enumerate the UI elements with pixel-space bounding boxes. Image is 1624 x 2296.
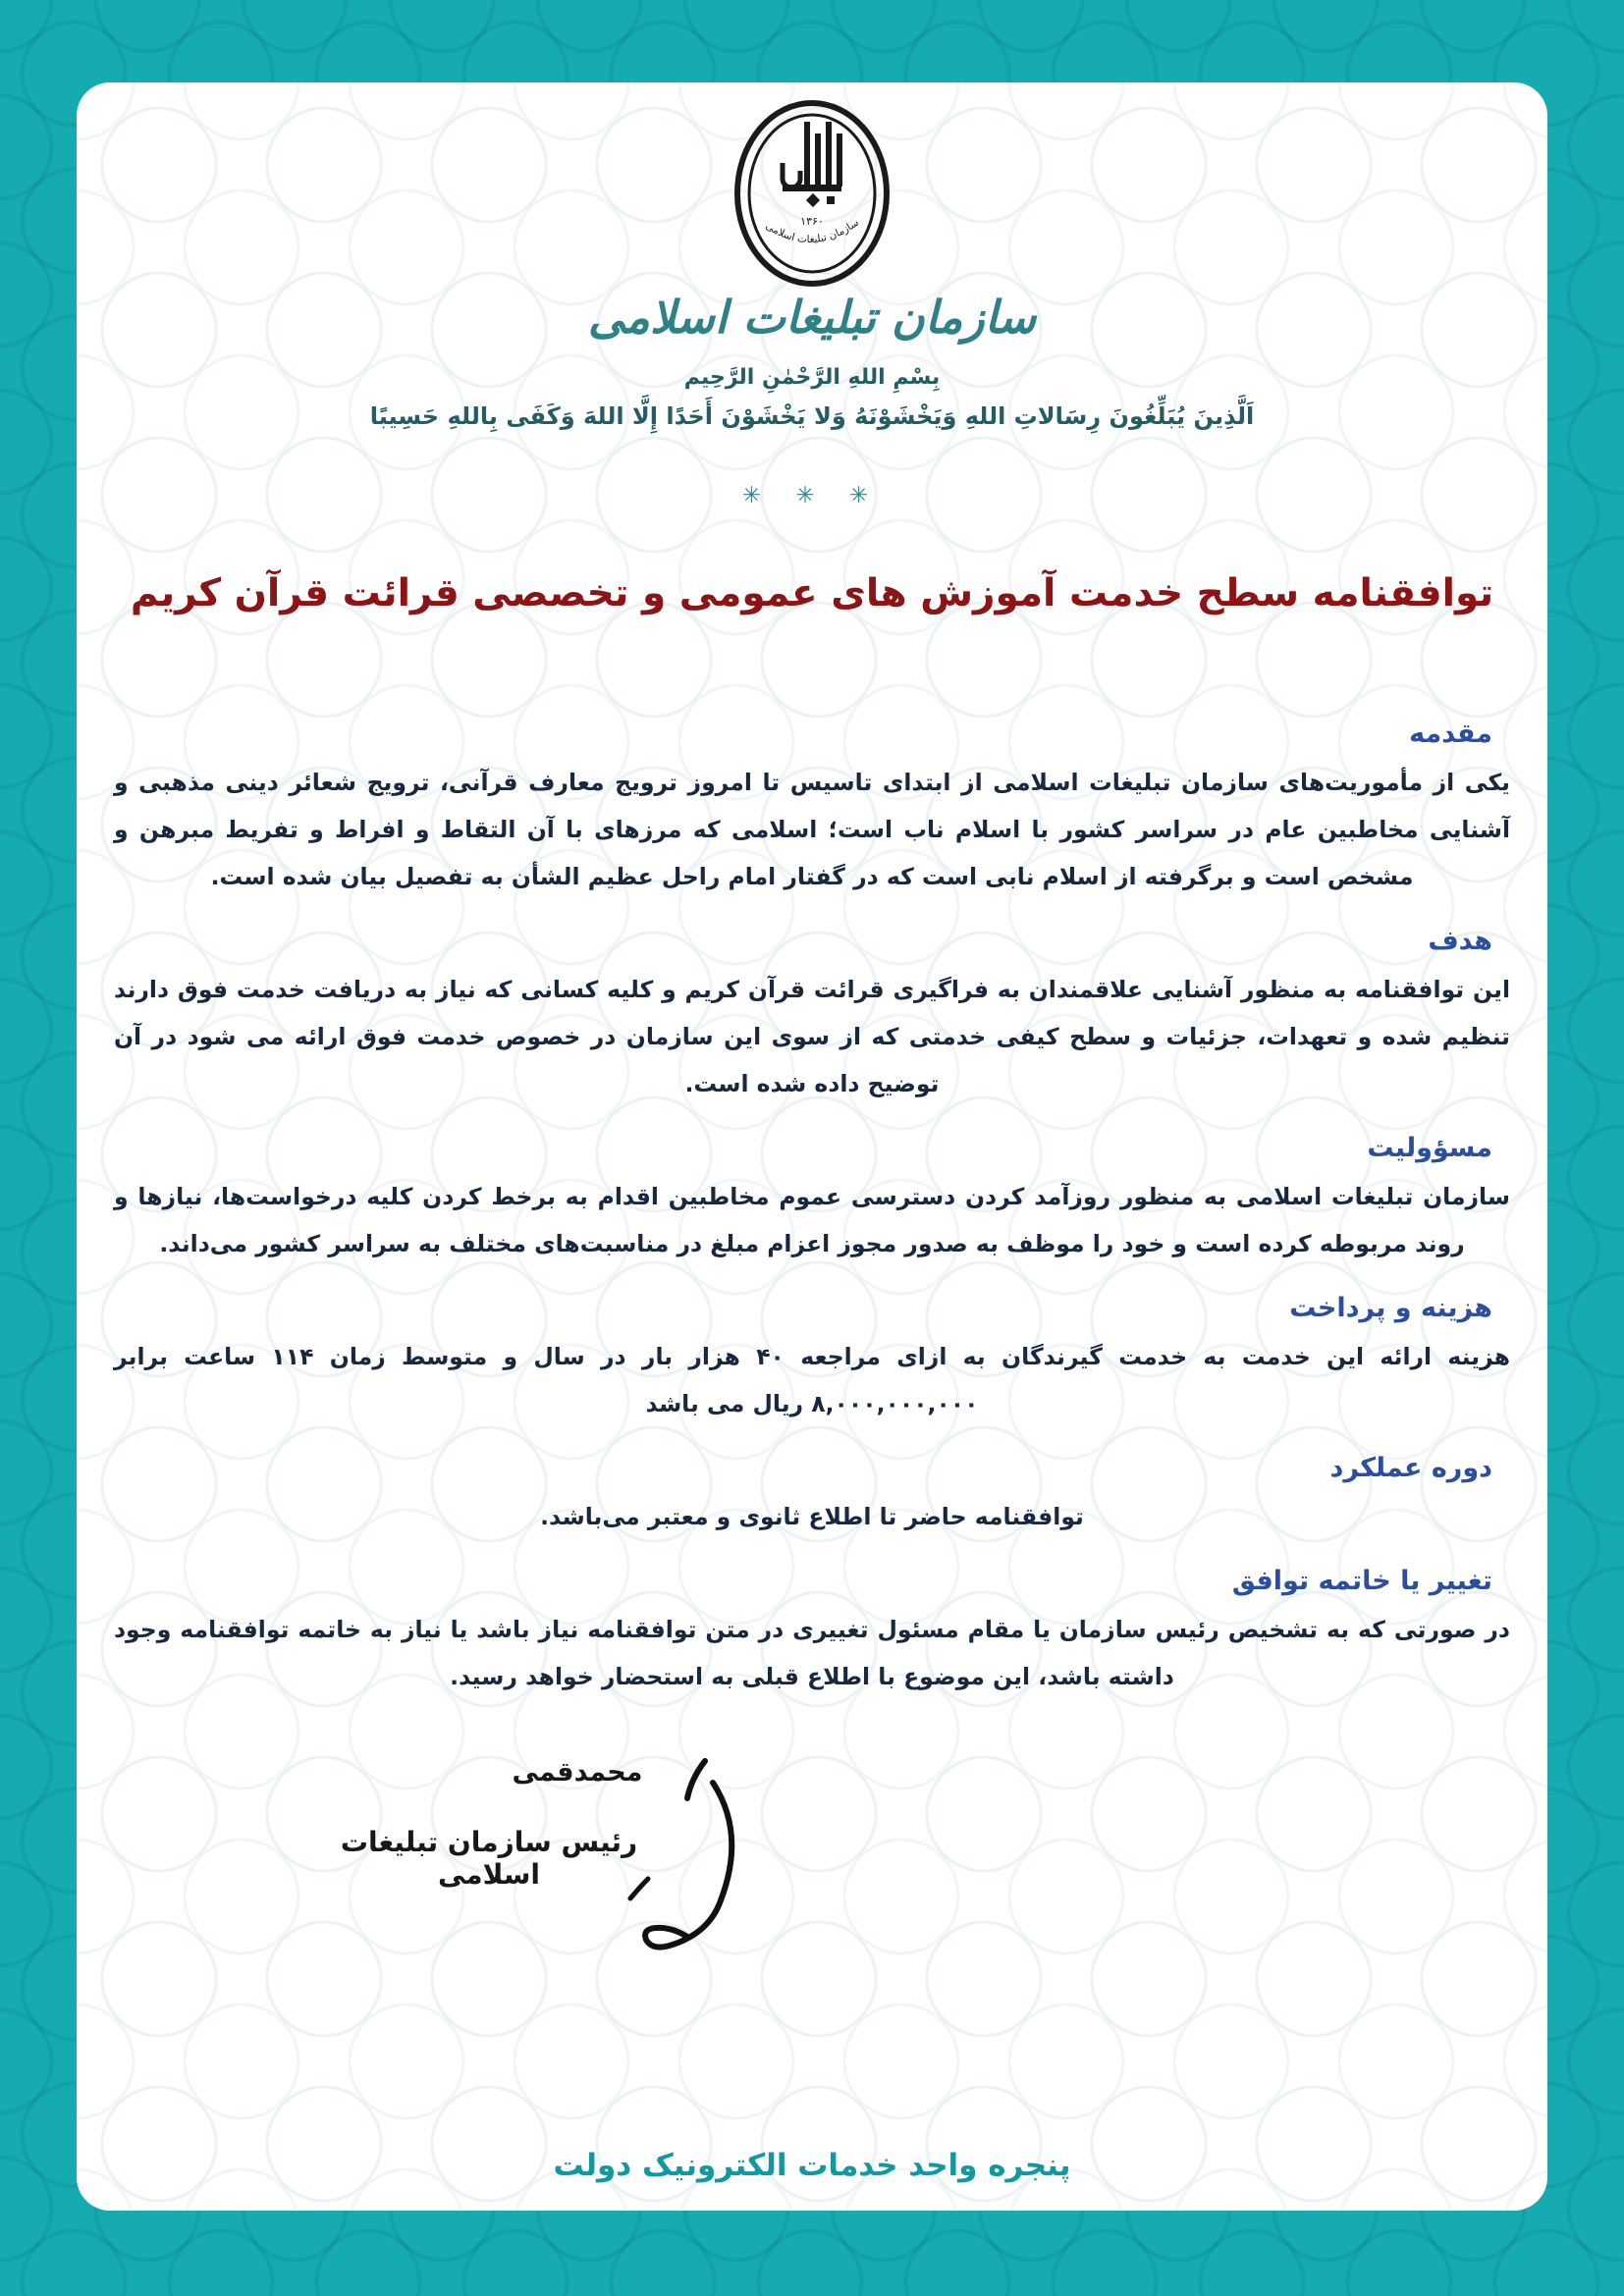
organization-logo <box>726 100 898 283</box>
footer-slogan: پنجره واحد خدمات الکترونیک دولت <box>553 2148 1071 2183</box>
allah-kufic-mark <box>783 122 842 207</box>
signatory-name: محمدقمی <box>512 1757 643 1788</box>
section-heading: دوره عملکرد <box>1329 1453 1492 1483</box>
section-paragraph: سازمان تبلیغات اسلامی به منظور روزآمد کردن دسترسی عموم مخاطبین اقدام به برخط کردن کلیه درخواست‌ها، نیازها و روند مربوطه کرده است و خود را موظف به صدور مجوز اعزام مبلغ در مناسبت‌های مختلف به سراسر کشور می‌داند. <box>114 1183 1510 1257</box>
section-heading: هدف <box>1428 926 1492 956</box>
section-hadaf <box>114 926 1510 1107</box>
section-paragraph: یکی از مأموریت‌های سازمان تبلیغات اسلامی از ابتدای تاسیس تا امروز ترویج معارف قرآنی، ترویج شعائر دینی مذهبی و آشنایی مخاطبین عام در سراسر کشور با اسلام ناب است؛ اسلامی که مرزهای با آن التقاط و افراط و تفریط مبرهن و مشخص است و برگرفته از اسلام نابی است که در گفتار امام راحل عظیم الشأن به تفصیل بیان شده است. <box>114 769 1510 890</box>
section-paragraph: توافقنامه حاضر تا اطلاع ثانوی و معتبر می‌باشد. <box>540 1503 1084 1530</box>
section-heading: مسؤولیت <box>1367 1133 1492 1163</box>
section-taghir-khatemeh <box>114 1566 1510 1700</box>
section-paragraph: این توافقنامه به منظور آشنایی علاقمندان به فراگیری قرائت قرآن کریم و کلیه کسانی که نیاز به دریافت خدمت فوق دارند تنظیم شده و تعهدات، جزئیات و سطح کیفی خدمتی که از سوی این سازمان در خصوص خدمت فوق ارائه می شود در آن توضیح داده شده است. <box>114 976 1510 1097</box>
signature-icon <box>587 1743 793 2018</box>
section-heading: مقدمه <box>1409 719 1492 749</box>
section-heading: تغییر یا خاتمه توافق <box>1231 1566 1492 1596</box>
section-hazineh-pardakht <box>114 1293 1510 1427</box>
quran-verse-line: اَلَّذِينَ يُبَلِّغُونَ رِسَالاتِ اللهِ وَيَخْشَوْنَهُ وَلا يَخْشَوْنَ أَحَدًا إِلَّا اللهَ وَكَفَى بِاللهِ حَسِيبًا <box>369 402 1255 430</box>
document-body <box>114 693 1510 1700</box>
section-heading: هزینه و پرداخت <box>1289 1293 1492 1323</box>
logo-year: ۱۳۶۰ <box>800 215 824 228</box>
org-name-calligraphy: سازمان تبلیغات اسلامی <box>587 291 1037 344</box>
page-title: توافقنامه سطح خدمت آموزش های عمومی و تخصصی قرائت قرآن کریم <box>130 571 1494 615</box>
section-moghaddameh <box>114 719 1510 900</box>
section-paragraph: در صورتی که به تشخیص رئیس سازمان یا مقام مسئول تغییری در متن توافقنامه نیاز باشد یا نیاز به خاتمه توافقنامه وجود داشته باشد، این موضوع با اطلاع قبلی به استحضار خواهد رسید. <box>114 1616 1510 1690</box>
signatory-title: رئیس سازمان تبلیغات اسلامی <box>340 1826 638 1891</box>
document-page <box>77 82 1547 2211</box>
logo-arc-text: سازمان تبلیغات اسلامی <box>763 216 861 246</box>
section-doreh-amalkard <box>114 1453 1510 1540</box>
section-masouliat <box>114 1133 1510 1267</box>
section-paragraph: هزینه ارائه این خدمت به خدمت گیرندگان به ازای مراجعه ۴۰ هزار بار در سال و متوسط زمان ۱۱۴ ساعت برابر ۸,۰۰۰,۰۰۰,۰۰۰ ریال می باشد <box>114 1343 1510 1417</box>
organization-emblem-icon <box>726 100 898 287</box>
star-separator: ✳ ✳ ✳ <box>741 483 883 508</box>
bismillah-line: بِسْمِ اللهِ الرَّحْمٰنِ الرَّحِيم <box>683 365 941 390</box>
